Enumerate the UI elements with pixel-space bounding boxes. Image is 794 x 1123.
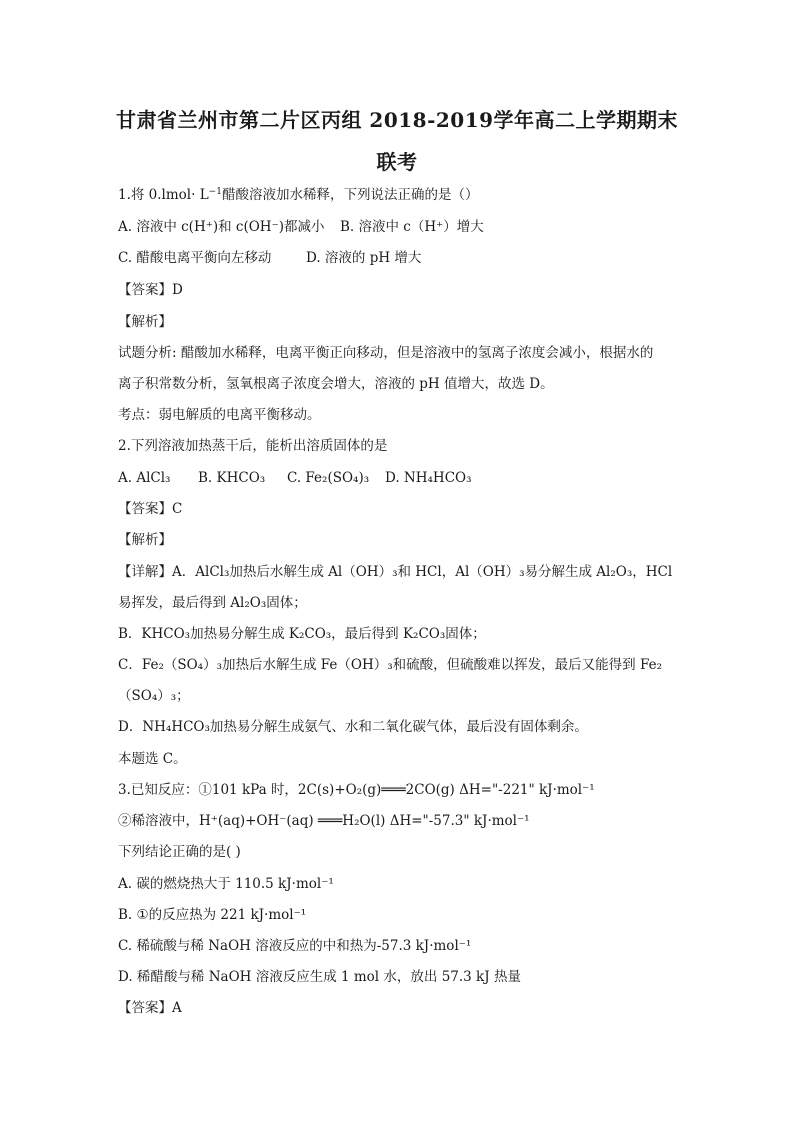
document-title-line1: 甘肃省兰州市第二片区丙组 2018-2019学年高二上学期期末 (115, 108, 679, 132)
q2-answer: 【答案】C (118, 501, 183, 517)
q2-analysis-label: 【解析】 (118, 532, 172, 548)
q2-conclusion: 本题选 C。 (118, 751, 187, 767)
q3-stem-line1: 3.已知反应：①101 kPa 时，2C(s)+O₂(g)═══2CO(g) ΔH="-221" kJ·mol⁻¹ (118, 782, 595, 798)
q2-option-c: C. Fe₂(SO₄)₃ (287, 470, 370, 486)
q1-option-c: C. 醋酸电离平衡向左移动 (118, 250, 272, 266)
q2-detail-line6: D．NH₄HCO₃加热易分解生成氨气、水和二氧化碳气体，最后没有固体剩余。 (118, 719, 588, 735)
q1-options-row1 (118, 218, 484, 236)
q3-stem-line2: ②稀溶液中，H⁺(aq)+OH⁻(aq) ═══H₂O(l) ΔH="-57.3" kJ·mol⁻¹ (118, 813, 530, 829)
q1-option-d: D. 溶液的 pH 增大 (306, 250, 422, 266)
q2-option-b: B. KHCO₃ (198, 470, 266, 486)
q2-stem: 2.下列溶液加热蒸干后，能析出溶质固体的是 (118, 438, 388, 454)
q3-option-c: C. 稀硫酸与稀 NaOH 溶液反应的中和热为-57.3 kJ·mol⁻¹ (118, 938, 472, 954)
q1-stem-sup: −1 (208, 187, 222, 197)
q2-option-d: D. NH₄HCO₃ (385, 470, 472, 486)
q2-detail-line3: B．KHCO₃加热易分解生成 K₂CO₃，最后得到 K₂CO₃固体； (118, 626, 486, 642)
q1-analysis-label: 【解析】 (118, 314, 172, 330)
q3-stem-line3: 下列结论正确的是( ) (118, 844, 241, 860)
q1-stem-b: 醋酸溶液加水稀释，下列说法正确的是（） (221, 187, 479, 203)
q3-option-b: B. ①的反应热为 221 kJ·mol⁻¹ (118, 907, 307, 923)
q1-stem (118, 186, 478, 204)
q1-options-row2 (118, 249, 421, 267)
q2-options (118, 469, 472, 487)
q1-stem-a: 1.将 0.lmol· L (118, 187, 209, 203)
q2-detail-line1: 【详解】A．AlCl₃加热后水解生成 Al（OH）₃和 HCl，Al（OH）₃易分解生成 Al₂O₃，HCl (118, 564, 673, 580)
q3-option-d: D. 稀醋酸与稀 NaOH 溶液反应生成 1 mol 水，放出 57.3 kJ 热量 (118, 969, 521, 985)
q3-answer: 【答案】A (118, 1000, 182, 1016)
q2-detail-line2: 易挥发，最后得到 Al₂O₃固体； (118, 595, 307, 611)
q1-knowledge-point: 考点：弱电解质的电离平衡移动。 (118, 407, 321, 423)
q2-detail-line4: C．Fe₂（SO₄）₃加热后水解生成 Fe（OH）₃和硫酸，但硫酸难以挥发，最后又能得到 Fe₂ (118, 657, 662, 673)
q2-option-a: A. AlCl₃ (118, 470, 171, 486)
q1-option-a: A. 溶液中 c(H⁺)和 c(OH⁻)都减小 (118, 219, 325, 235)
q2-detail-line5: （SO₄）₃； (118, 688, 190, 704)
q1-analysis-line1: 试题分析: 醋酸加水稀释，电离平衡正向移动，但是溶液中的氢离子浓度会减小，根据水的 (118, 345, 654, 361)
document-title-line2: 联考 (376, 150, 418, 174)
q1-answer: 【答案】D (118, 282, 183, 298)
q3-option-a: A. 碳的燃烧热大于 110.5 kJ·mol⁻¹ (118, 876, 334, 892)
q1-option-b: B. 溶液中 c（H⁺）增大 (340, 219, 484, 235)
q1-analysis-line2: 离子积常数分析，氢氧根离子浓度会增大，溶液的 pH 值增大，故选 D。 (118, 376, 554, 392)
